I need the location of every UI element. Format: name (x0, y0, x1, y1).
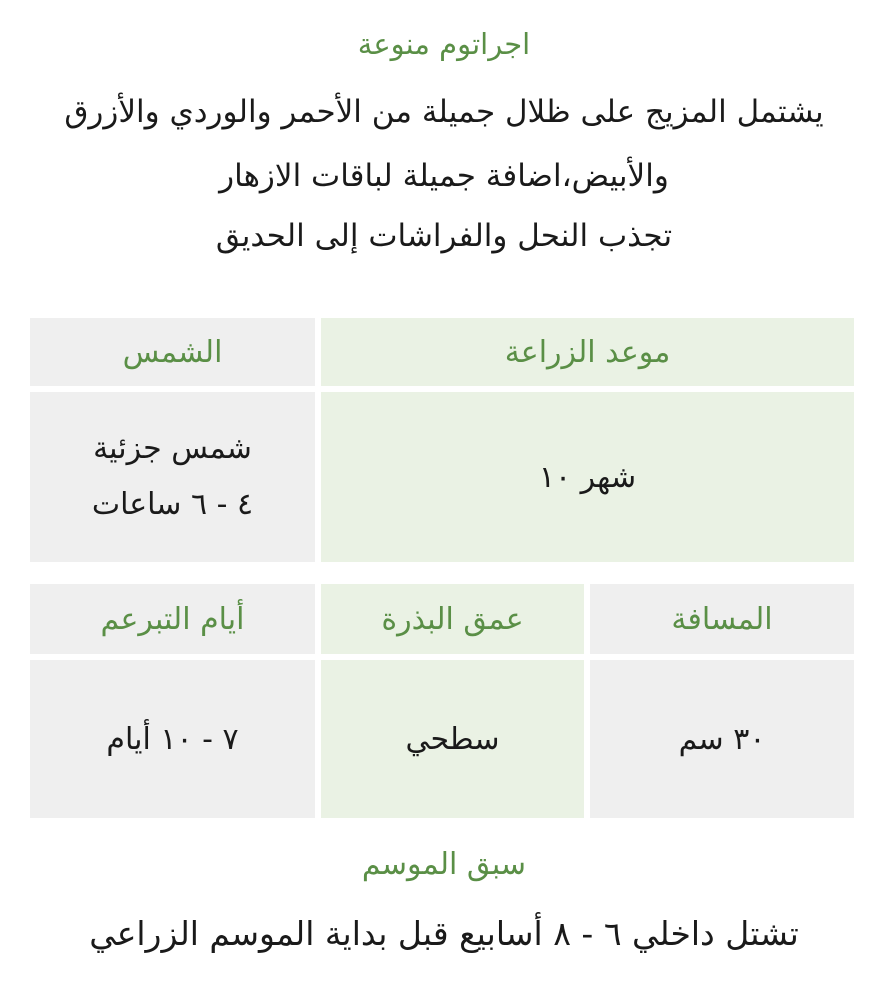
seed-depth-header-label: عمق البذرة (381, 601, 524, 637)
seed-depth-value-text: سطحي (405, 721, 500, 757)
planting-time-header (321, 318, 854, 386)
germination-value-text: ٧ - ١٠ أيام (106, 721, 239, 757)
sun-header-label: الشمس (122, 334, 223, 370)
spacing-value (590, 660, 854, 818)
germination-header-label: أيام التبرعم (100, 601, 245, 637)
sun-value-line-2: ٤ - ٦ ساعات (91, 487, 254, 522)
germination-value (30, 660, 315, 818)
planting-time-value-text: شهر ١٠ (538, 459, 637, 495)
sun-value-line-1: شمس جزئية (93, 431, 252, 466)
germination-header (30, 584, 315, 654)
planting-time-value (321, 392, 854, 562)
description-line-1: يشتمل المزيج على ظلال جميلة من الأحمر والوردي والأزرق (64, 94, 824, 130)
sun-header (30, 318, 315, 386)
description-line-2: والأبيض،اضافة جميلة لباقات الازهار (219, 158, 669, 194)
product-title: اجراتوم منوعة (357, 27, 531, 61)
season-title: سبق الموسم (361, 847, 527, 882)
spacing-value-text: ٣٠ سم (678, 721, 766, 757)
sun-value (30, 392, 315, 562)
description-line-3: تجذب النحل والفراشات إلى الحديق (215, 218, 673, 254)
seed-depth-value (321, 660, 584, 818)
seed-depth-header (321, 584, 584, 654)
spacing-header-label: المسافة (671, 601, 773, 637)
sun-value-stack (92, 421, 253, 533)
season-text: تشتل داخلي ٦ - ٨ أسابيع قبل بداية الموسم الزراعي (89, 914, 799, 953)
spacing-header (590, 584, 854, 654)
planting-time-header-label: موعد الزراعة (504, 334, 671, 370)
